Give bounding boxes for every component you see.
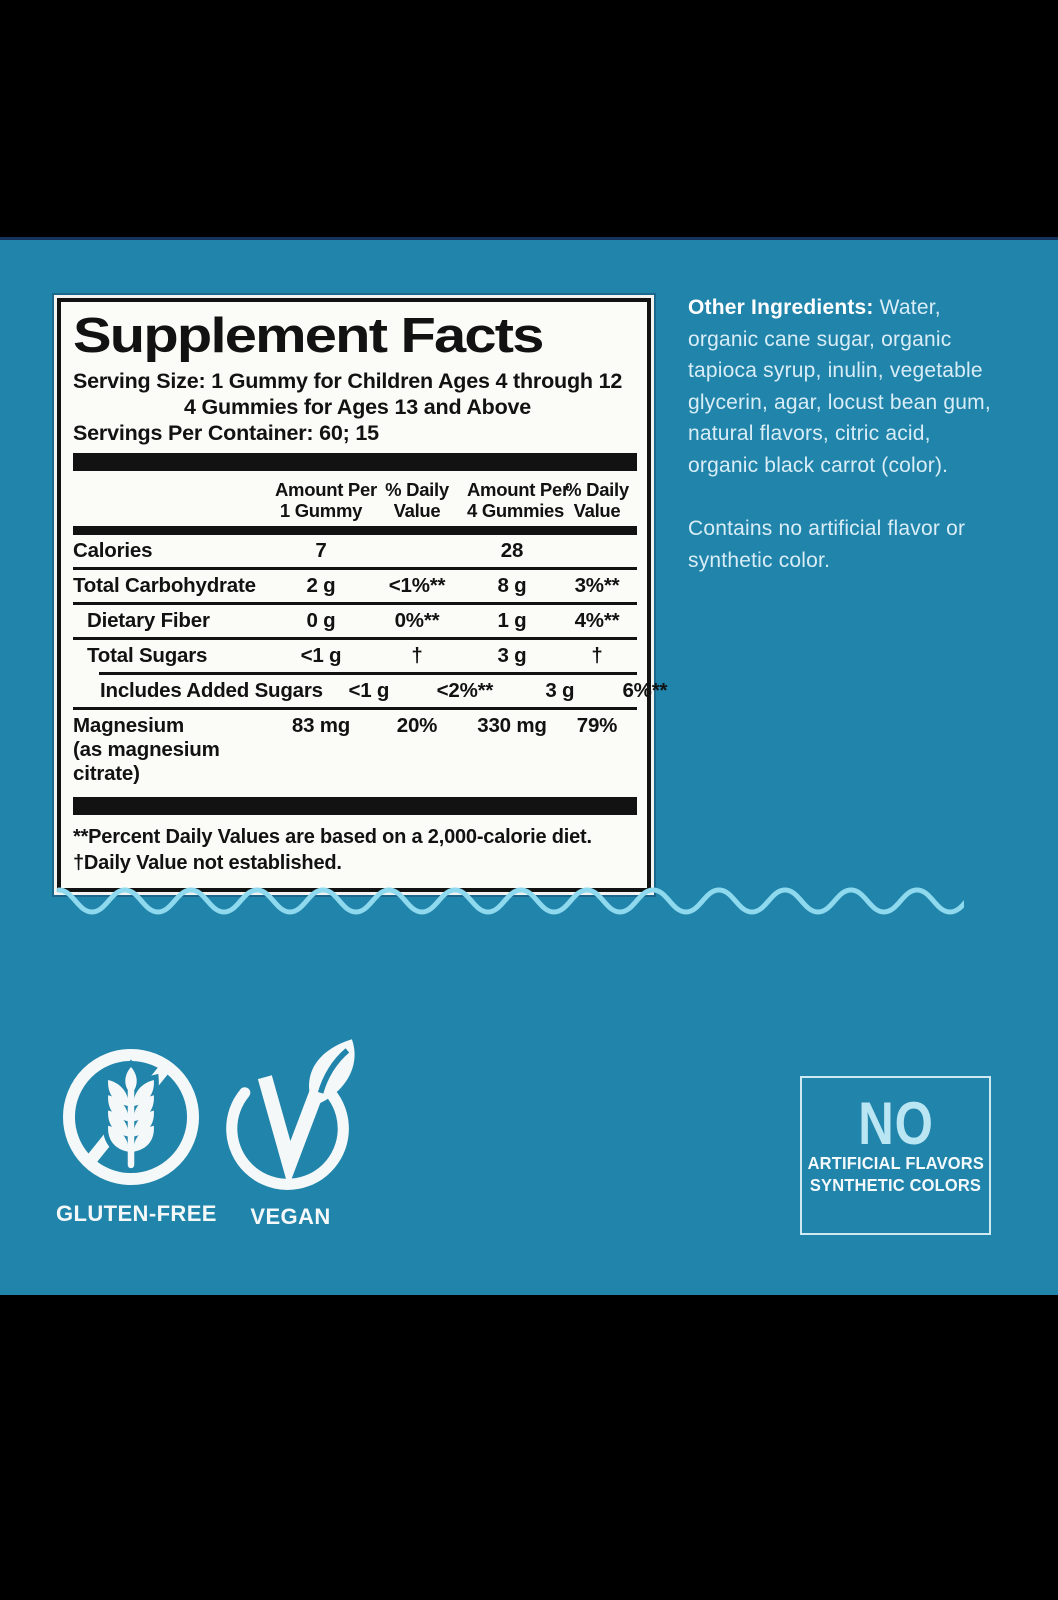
- header-amount-1-gummy: Amount Per 1 Gummy: [275, 478, 377, 521]
- gluten-free-badge: [56, 1043, 217, 1227]
- nutrient-name: Calories: [73, 538, 153, 562]
- daily-value-1-gummy: †: [411, 643, 423, 667]
- no-word: NO: [857, 1090, 934, 1157]
- nutrient-row: [73, 640, 637, 672]
- other-ingredients-section: [688, 292, 1002, 576]
- footnote-dagger: †Daily Value not established.: [73, 851, 342, 874]
- daily-value-4-gummies: 79%: [576, 713, 618, 737]
- nutrient-row: [73, 535, 637, 567]
- nutrient-name: Includes Added Sugars: [100, 678, 323, 702]
- other-ingredients-heading: Other Ingredients:: [688, 296, 874, 319]
- other-ingredients-list: Water, organic cane sugar, organic tapioca syrup, inulin, vegetable glycerin, agar, locust bean gum, natural flavors, citric acid, organic black carrot (color).: [688, 296, 991, 477]
- no-claims-box: [800, 1076, 991, 1235]
- daily-value-1-gummy: 0%**: [394, 608, 440, 632]
- no-artificial-flavors: ARTIFICIAL FLAVORS: [807, 1153, 985, 1173]
- daily-value-1-gummy: 20%: [396, 713, 438, 737]
- table-header-row: [73, 471, 637, 526]
- daily-value-4-gummies: 6%**: [622, 678, 668, 702]
- gluten-free-label: GLUTEN-FREE: [56, 1201, 217, 1226]
- supplement-facts-panel: [57, 298, 668, 892]
- amount-per-1-gummy: <1 g: [348, 678, 390, 702]
- daily-value-1-gummy: <2%**: [436, 678, 494, 702]
- nutrient-row: [73, 605, 637, 637]
- wave-divider: [56, 885, 964, 919]
- serving-size-line: Serving Size: 1 Gummy for Children Ages 4 through 12: [73, 368, 623, 393]
- nutrient-row: [73, 710, 637, 790]
- nutrient-name-cell: [73, 574, 275, 598]
- gluten-free-icon: [57, 1043, 205, 1191]
- daily-value-4-gummies: †: [591, 643, 603, 667]
- serving-info: [73, 368, 637, 446]
- amount-per-4-gummies: 28: [500, 538, 524, 562]
- nutrient-row: [73, 675, 668, 707]
- servings-per-container: Servings Per Container: 60; 15: [73, 420, 379, 445]
- header-amount-4-gummies: Amount Per 4 Gummies: [467, 478, 569, 521]
- contains-statement: Contains no artificial flavor or synthetic color.: [688, 517, 966, 572]
- amount-per-1-gummy: 2 g: [306, 573, 336, 597]
- no-synthetic-colors: SYNTHETIC COLORS: [809, 1175, 982, 1195]
- amount-per-1-gummy: 83 mg: [291, 713, 351, 737]
- amount-per-4-gummies: 330 mg: [477, 713, 547, 737]
- nutrient-name-cell: [73, 609, 275, 633]
- nutrient-table-body: [73, 535, 668, 790]
- amount-per-1-gummy: <1 g: [300, 643, 342, 667]
- wave-line-icon: [56, 885, 964, 919]
- divider-bar-thick-bottom: [73, 797, 637, 815]
- amount-per-4-gummies: 3 g: [497, 643, 527, 667]
- nutrient-subname: (as magnesium citrate): [73, 737, 220, 785]
- amount-per-4-gummies: 8 g: [497, 573, 527, 597]
- header-daily-value-1: % Daily Value: [385, 478, 449, 521]
- footnote-daily-values: **Percent Daily Values are based on a 2,000-calorie diet.: [73, 825, 592, 848]
- vegan-badge: [218, 1030, 363, 1230]
- divider-bar-medium: [73, 526, 637, 535]
- nutrient-name-cell: [73, 539, 275, 563]
- daily-value-4-gummies: 4%**: [574, 608, 620, 632]
- amount-per-1-gummy: 0 g: [306, 608, 336, 632]
- nutrient-name: Total Sugars: [87, 643, 208, 667]
- vegan-label: VEGAN: [250, 1204, 331, 1229]
- amount-per-4-gummies: 3 g: [545, 678, 575, 702]
- serving-size-line2: 4 Gummies for Ages 13 and Above: [184, 394, 532, 419]
- nutrient-name-cell: [73, 679, 323, 703]
- footnotes: [73, 824, 637, 876]
- panel-title: Supplement Facts: [73, 309, 543, 363]
- nutrient-name: Magnesium: [73, 713, 184, 737]
- nutrient-name: Dietary Fiber: [87, 608, 210, 632]
- nutrient-name: Total Carbohydrate: [73, 573, 256, 597]
- nutrient-name-cell: [73, 644, 275, 668]
- nutrient-row: [73, 570, 637, 602]
- other-ingredients-paragraph: [688, 292, 1002, 481]
- vegan-icon: [218, 1030, 363, 1198]
- header-daily-value-4: % Daily Value: [565, 478, 629, 521]
- daily-value-1-gummy: <1%**: [388, 573, 446, 597]
- divider-bar-thick: [73, 453, 637, 471]
- daily-value-4-gummies: 3%**: [574, 573, 620, 597]
- amount-per-1-gummy: 7: [315, 538, 327, 562]
- nutrient-name-cell: [73, 714, 275, 786]
- label-background: [0, 237, 1058, 1295]
- amount-per-4-gummies: 1 g: [497, 608, 527, 632]
